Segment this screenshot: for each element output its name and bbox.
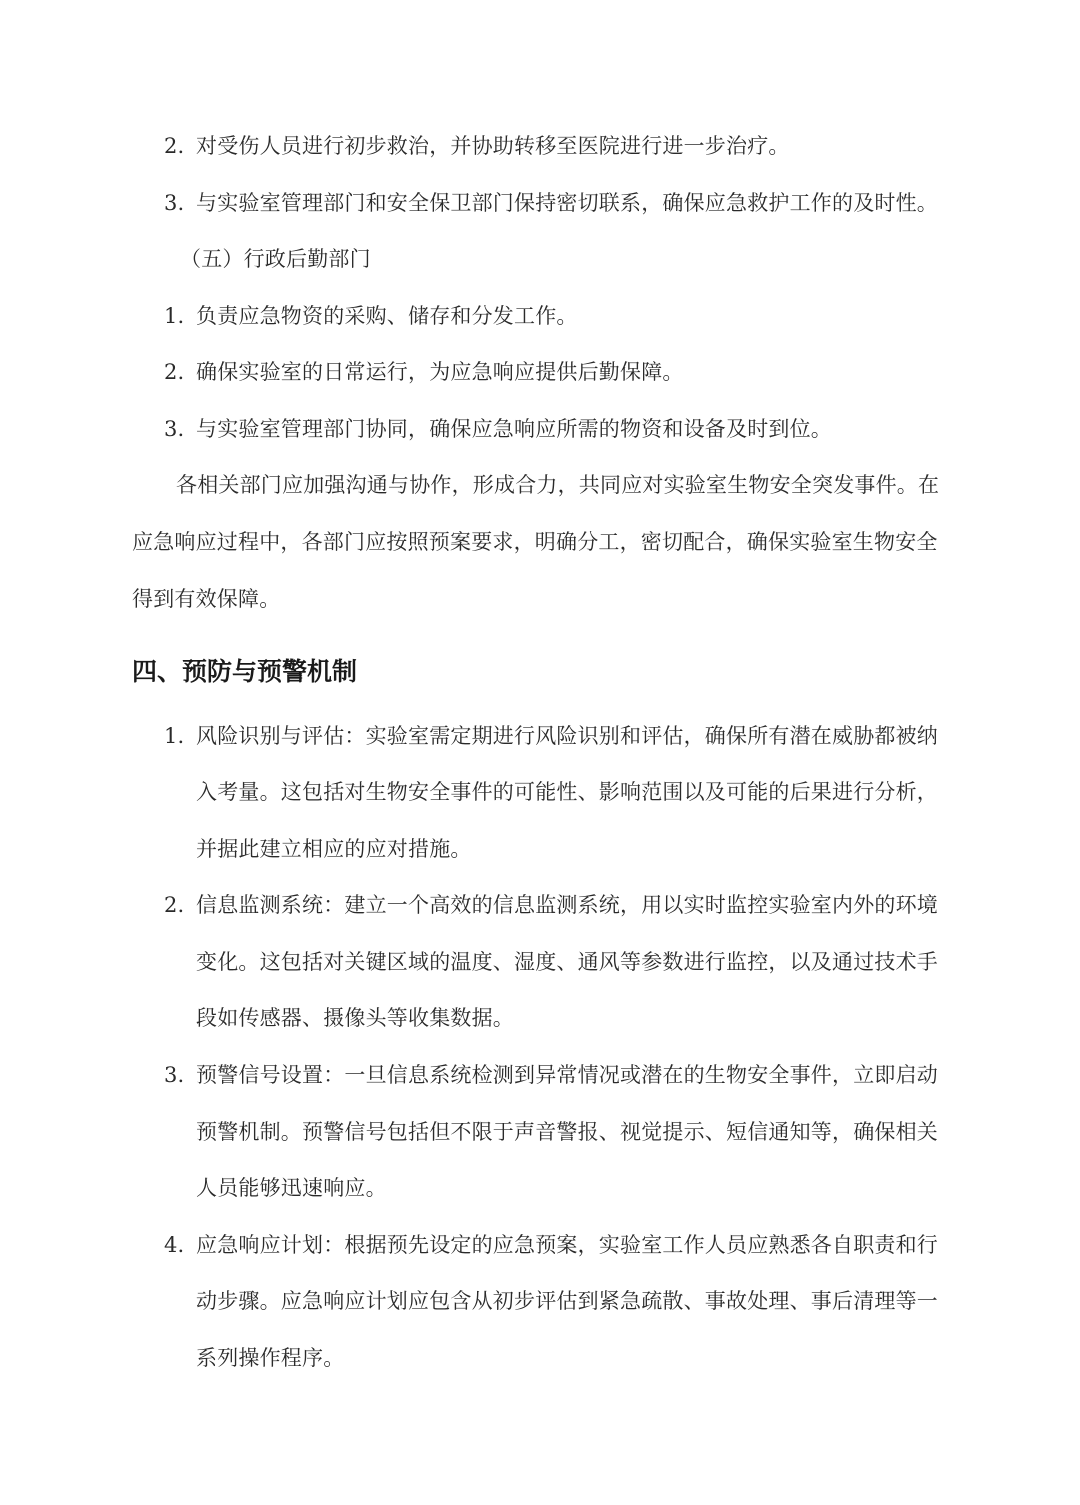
list-line [164, 1230, 938, 1260]
list-number: 4. [164, 1233, 185, 1257]
list-number: 2. [164, 360, 185, 384]
list-text: 动步骤。应急响应计划应包含从初步评估到紧急疏散、事故处理、事后清理等一 [196, 1289, 938, 1313]
list-text: 段如传感器、摄像头等收集数据。 [196, 1006, 514, 1030]
list-item [164, 414, 832, 444]
list-line [164, 721, 938, 751]
list-text: 预警信号设置：一旦信息系统检测到异常情况或潜在的生物安全事件，立即启动 [196, 1063, 938, 1087]
list-item [164, 357, 684, 387]
section-heading: 四、预防与预警机制 [132, 657, 358, 686]
list-number: 3. [164, 417, 185, 441]
list-text: 与实验室管理部门协同，确保应急响应所需的物资和设备及时到位。 [196, 417, 832, 441]
list-text: 信息监测系统：建立一个高效的信息监测系统，用以实时监控实验室内外的环境 [196, 893, 938, 917]
list-text: 预警机制。预警信号包括但不限于声音警报、视觉提示、短信通知等，确保相关 [196, 1120, 938, 1144]
list-item [164, 301, 578, 331]
list-text: 风险识别与评估：实验室需定期进行风险识别和评估，确保所有潜在威胁都被纳 [196, 724, 938, 748]
list-text: 确保实验室的日常运行，为应急响应提供后勤保障。 [196, 360, 684, 384]
list-text: 对受伤人员进行初步救治，并协助转移至医院进行进一步治疗。 [196, 134, 790, 158]
list-text: 与实验室管理部门和安全保卫部门保持密切联系，确保应急救护工作的及时性。 [196, 191, 938, 215]
list-text: 负责应急物资的采购、储存和分发工作。 [196, 304, 578, 328]
list-number: 3. [164, 191, 185, 215]
list-item [164, 188, 938, 218]
paragraph-line: 各相关部门应加强沟通与协作，形成合力，共同应对实验室生物安全突发事件。在 [176, 473, 940, 497]
list-number: 3. [164, 1063, 185, 1087]
list-text: 并据此建立相应的应对措施。 [196, 837, 472, 861]
subsection-title: （五）行政后勤部门 [180, 247, 371, 271]
list-number: 1. [164, 724, 185, 748]
list-text: 应急响应计划：根据预先设定的应急预案，实验室工作人员应熟悉各自职责和行 [196, 1233, 938, 1257]
list-number: 1. [164, 304, 185, 328]
list-line [164, 890, 938, 920]
paragraph-line: 应急响应过程中，各部门应按照预案要求，明确分工，密切配合，确保实验室生物安全 [132, 530, 938, 554]
list-number: 2. [164, 134, 185, 158]
list-item [164, 131, 790, 161]
list-number: 2. [164, 893, 185, 917]
list-text: 变化。这包括对关键区域的温度、湿度、通风等参数进行监控，以及通过技术手 [196, 950, 938, 974]
list-text: 系列操作程序。 [196, 1346, 345, 1370]
list-line [164, 1060, 938, 1090]
list-text: 人员能够迅速响应。 [196, 1176, 387, 1200]
list-text: 入考量。这包括对生物安全事件的可能性、影响范围以及可能的后果进行分析， [196, 780, 938, 804]
paragraph-line: 得到有效保障。 [132, 587, 281, 611]
